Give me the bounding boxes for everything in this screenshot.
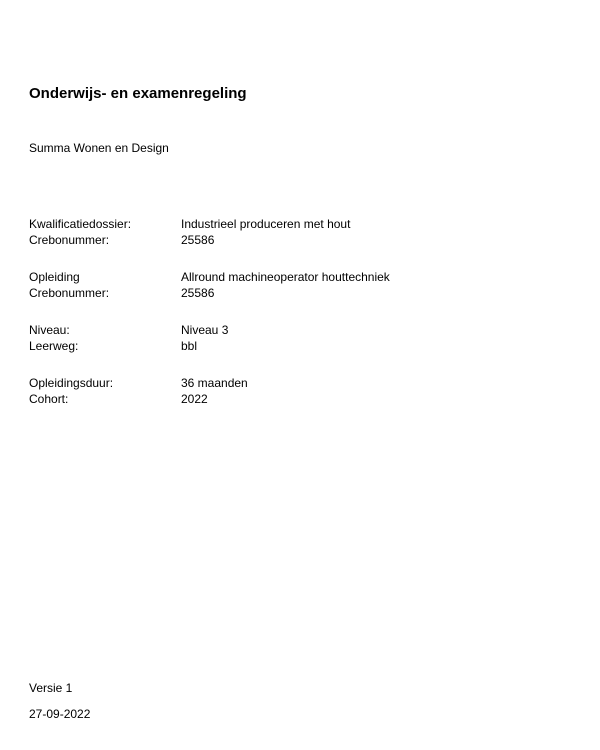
info-value: 2022: [181, 392, 208, 406]
page-title: Onderwijs- en examenregeling: [29, 85, 247, 102]
info-row: [29, 338, 549, 354]
info-label: Leerweg:: [29, 339, 79, 353]
info-label: Crebonummer:: [29, 286, 110, 300]
info-row: [29, 391, 549, 407]
info-group-education: [29, 269, 549, 301]
info-value: Niveau 3: [181, 323, 229, 337]
info-value: Allround machineoperator houttechniek: [181, 270, 390, 284]
info-value: 25586: [181, 286, 215, 300]
info-label: Kwalificatiedossier:: [29, 217, 132, 231]
info-group-qualification: [29, 216, 549, 248]
organization-name: Summa Wonen en Design: [29, 141, 169, 155]
info-group-level: [29, 322, 549, 354]
info-row: [29, 216, 549, 232]
date-label: 27-09-2022: [29, 707, 91, 721]
version-label: Versie 1: [29, 681, 73, 695]
info-row: [29, 285, 549, 301]
info-label: Opleidingsduur:: [29, 376, 114, 390]
info-label: Niveau:: [29, 323, 70, 337]
info-value: 25586: [181, 233, 215, 247]
info-group-duration: [29, 375, 549, 407]
info-row: [29, 375, 549, 391]
info-row: [29, 232, 549, 248]
info-label: Crebonummer:: [29, 233, 110, 247]
info-label: Cohort:: [29, 392, 69, 406]
info-row: [29, 269, 549, 285]
info-value: Industrieel produceren met hout: [181, 217, 351, 231]
info-label: Opleiding: [29, 270, 80, 284]
info-value: bbl: [181, 339, 198, 353]
info-row: [29, 322, 549, 338]
info-value: 36 maanden: [181, 376, 248, 390]
